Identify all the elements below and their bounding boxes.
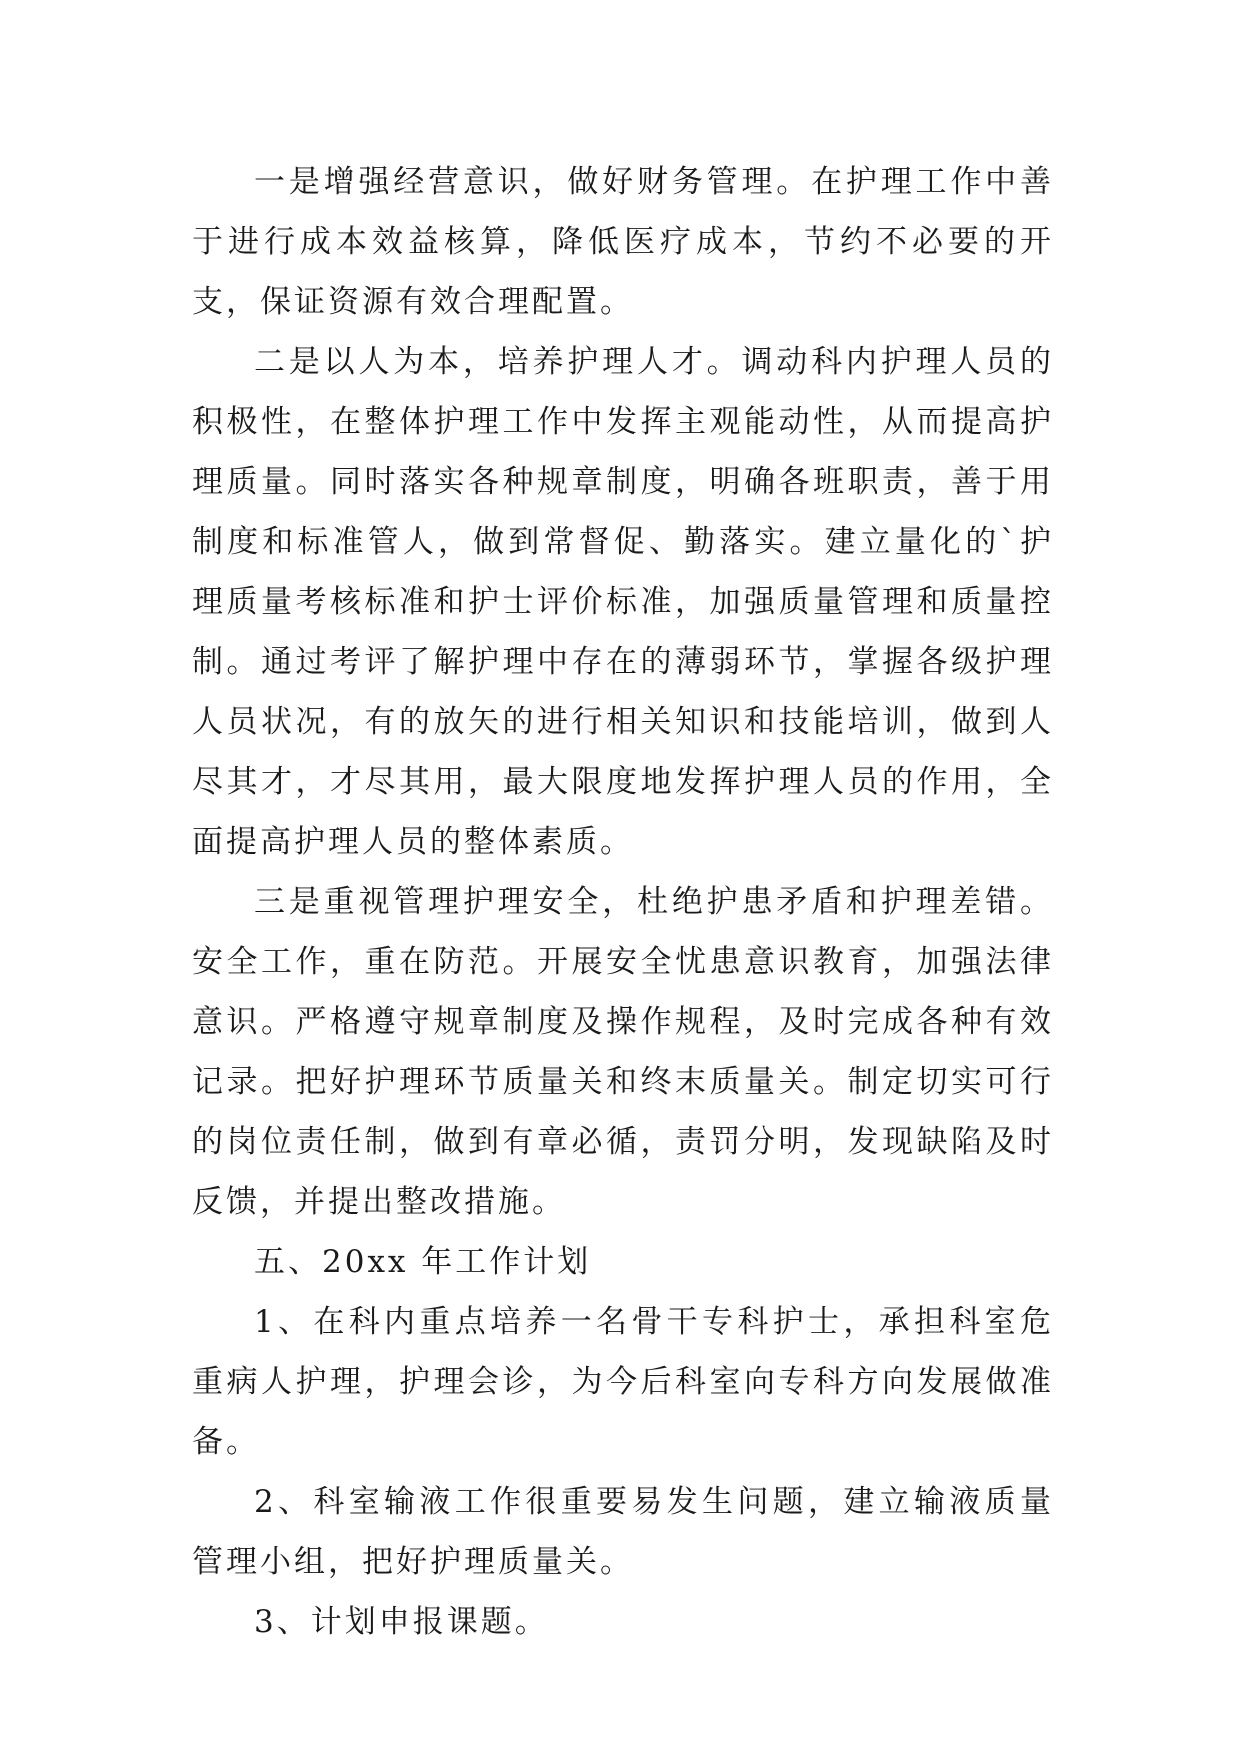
plan-item-1: 1、在科内重点培养一名骨干专科护士，承担科室危重病人护理，护理会诊，为今后科室向专科方向发展做准备。 <box>192 1304 1054 1460</box>
paragraph-finance: 一是增强经营意识，做好财务管理。在护理工作中善于进行成本效益核算，降低医疗成本，节约不必要的开支，保证资源有效合理配置。 <box>192 164 1054 320</box>
plan-item-2: 2、科室输液工作很重要易发生问题，建立输液质量管理小组，把好护理质量关。 <box>192 1484 1054 1580</box>
paragraph-safety: 三是重视管理护理安全，杜绝护患矛盾和护理差错。安全工作，重在防范。开展安全忧患意识教育，加强法律意识。严格遵守规章制度及操作规程，及时完成各种有效记录。把好护理环节质量关和终末质量关。制定切实可行的岗位责任制，做到有章必循，责罚分明，发现缺陷及时反馈，并提出整改措施。 <box>192 884 1054 1220</box>
document-body <box>192 152 1054 1652</box>
plan-item-3: 3、计划申报课题。 <box>254 1604 549 1640</box>
paragraph-talent: 二是以人为本，培养护理人才。调动科内护理人员的积极性，在整体护理工作中发挥主观能动性，从而提高护理质量。同时落实各种规章制度，明确各班职责，善于用制度和标准管人，做到常督促、勤落实。建立量化的`护理质量考核标准和护士评价标准，加强质量管理和质量控制。通过考评了解护理中存在的薄弱环节，掌握各级护理人员状况，有的放矢的进行相关知识和技能培训，做到人尽其才，才尽其用，最大限度地发挥护理人员的作用，全面提高护理人员的整体素质。 <box>192 344 1054 860</box>
section-heading-work-plan: 五、20xx 年工作计划 <box>254 1244 592 1280</box>
